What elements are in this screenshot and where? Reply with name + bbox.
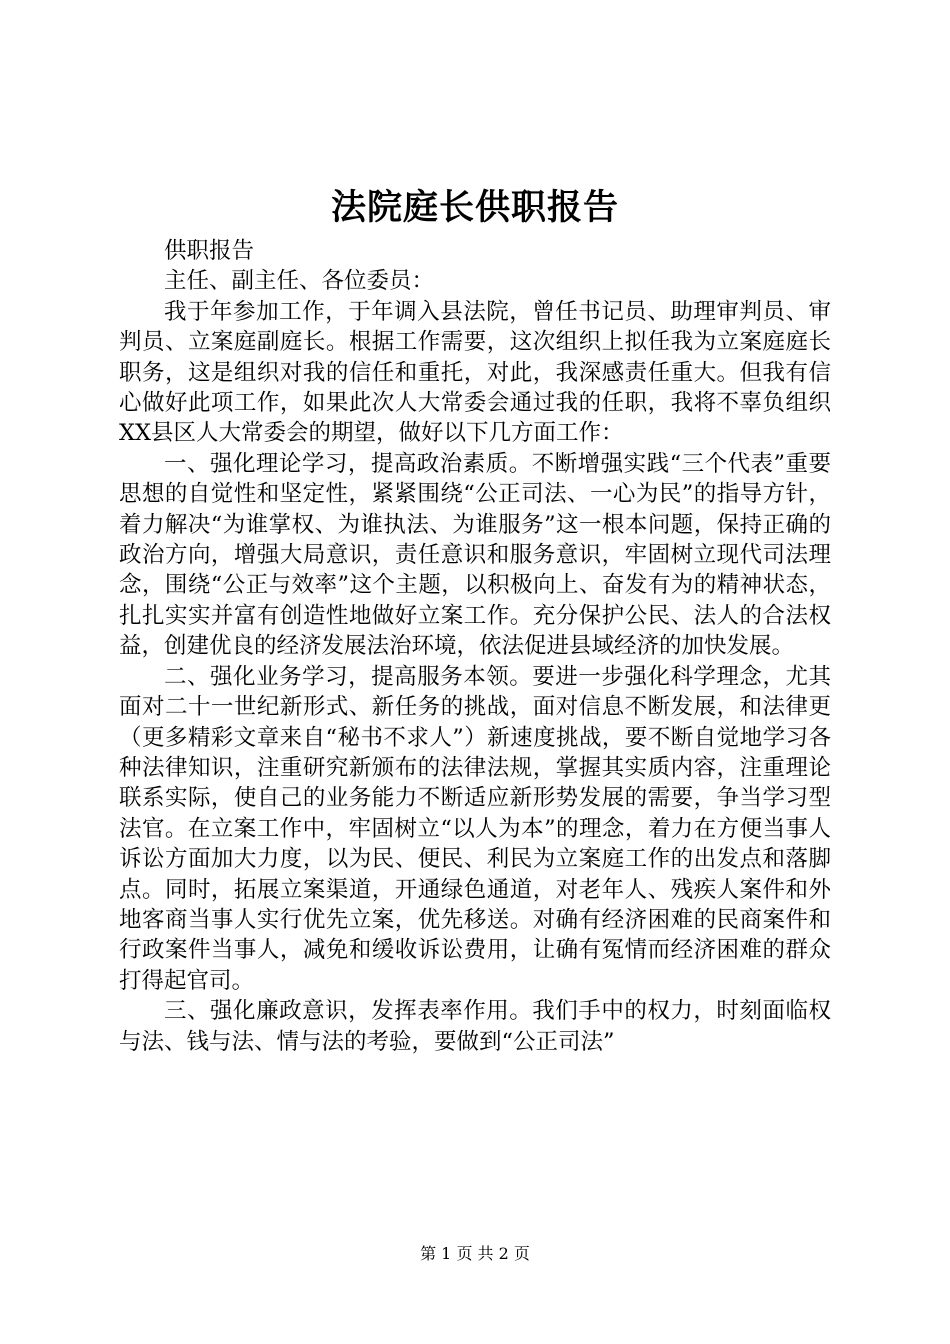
paragraph-heading: 供职报告 [164, 238, 255, 264]
page-title: 法院庭长供职报告 [330, 187, 619, 228]
paragraph-salutation: 主任、副主任、各位委员： [164, 268, 435, 295]
paragraph-section-3: 三、强化廉政意识，发挥表率作用。我们手中的权力，时刻面临权与法、钱与法、情与法的考验，要做到“公正司法” [119, 998, 831, 1055]
paragraph-section-2: 二、强化业务学习，提高服务本领。要进一步强化科学理念，尤其面对二十一世纪新形式、新任务的挑战，面对信息不断发展，和法律更（更多精彩文章来自“秘书不求人”）新速度挑战，要不断自觉地学习各种法律知识，注重研究新颁布的法律法规，掌握其实质内容，注重理论联系实际，使自己的业务能力不断适应新形势发展的需要，争当学习型法官。在立案工作中，牢固树立“以人为本”的理念，着力在方便当事人诉讼方面加大力度，以为民、便民、利民为立案庭工作的出发点和落脚点。同时，拓展立案渠道，开通绿色通道，对老年人、残疾人案件和外地客商当事人实行优先立案，优先移送。对确有经济困难的民商案件和行政案件当事人，减免和缓收诉讼费用，让确有冤情而经济困难的群众打得起官司。 [119, 663, 831, 994]
page-footer: 第 1 页 共 2 页 [420, 1244, 530, 1263]
paragraph-section-1: 一、强化理论学习，提高政治素质。不断增强实践“三个代表”重要思想的自觉性和坚定性，紧紧围绕“公正司法、一心为民”的指导方针，着力解决“为谁掌权、为谁执法、为谁服务”这一根本问题，保持正确的政治方向，增强大局意识，责任意识和服务意识，牢固树立现代司法理念，围绕“公正与效率”这个主题，以积极向上、奋发有为的精神状态，扎扎实实并富有创造性地做好立案工作。充分保护公民、法人的合法权益，创建优良的经济发展法治环境，依法促进县域经济的加快发展。 [119, 450, 831, 660]
paragraph-intro: 我于年参加工作，于年调入县法院，曾任书记员、助理审判员、审判员、立案庭副庭长。根据工作需要，这次组织上拟任我为立案庭庭长职务，这是组织对我的信任和重托，对此，我深感责任重大。但我有信心做好此项工作，如果此次人大常委会通过我的任职，我将不辜负组织XX县区人大常委会的期望，做好以下几方面工作： [119, 298, 831, 447]
document-body [119, 236, 831, 1057]
